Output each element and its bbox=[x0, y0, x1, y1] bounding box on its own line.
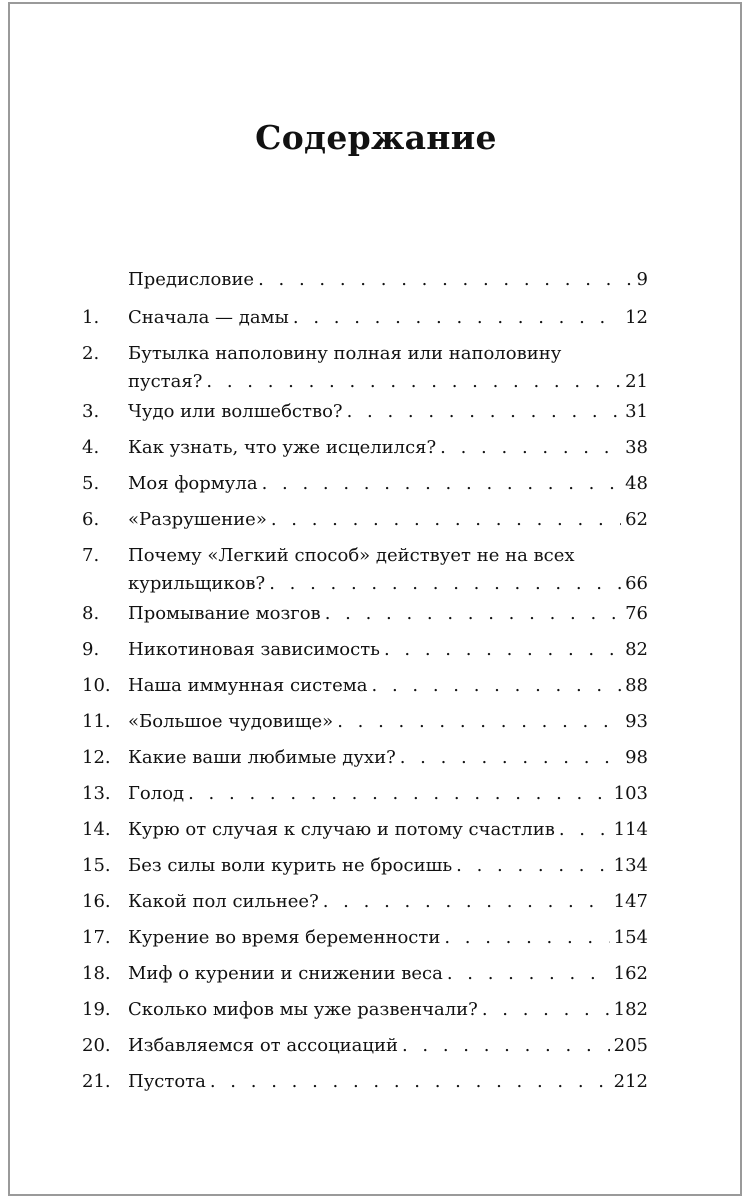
toc-entry-page-number: 205 bbox=[613, 1035, 648, 1056]
toc-entry-number: 5. bbox=[82, 473, 100, 494]
dot-leader bbox=[482, 996, 610, 1024]
toc-entry-page-number: 114 bbox=[613, 819, 648, 840]
dot-leader bbox=[559, 816, 610, 844]
toc-entry-number: 18. bbox=[82, 963, 111, 984]
toc-entry-number: 2. bbox=[82, 343, 100, 364]
dot-leader bbox=[269, 570, 621, 598]
toc-entry-title-line: «Большое чудовище» bbox=[128, 711, 334, 732]
dot-leader bbox=[325, 600, 621, 628]
toc-entry bbox=[82, 852, 648, 880]
toc-entry-page-number: 21 bbox=[625, 371, 648, 392]
toc-entry-page-number: 182 bbox=[613, 999, 648, 1020]
toc-entry bbox=[82, 1068, 648, 1096]
dot-leader bbox=[372, 672, 622, 700]
toc-entry-page-number: 93 bbox=[625, 711, 648, 732]
toc-entry-number: 15. bbox=[82, 855, 111, 876]
toc-entry-page-number: 12 bbox=[625, 307, 648, 328]
dot-leader bbox=[347, 398, 622, 426]
toc-entry-number: 8. bbox=[82, 603, 100, 624]
dot-leader bbox=[440, 434, 621, 462]
toc-entry-title-line: Сколько мифов мы уже развенчали? bbox=[128, 999, 478, 1020]
toc-entry-page-number: 162 bbox=[613, 963, 648, 984]
toc-entry-number: 1. bbox=[82, 307, 100, 328]
toc-entry bbox=[82, 780, 648, 808]
toc-entry-title-line: Курю от случая к случаю и потому счастлив bbox=[128, 819, 555, 840]
toc-entry-title-line: Наша иммунная система bbox=[128, 675, 368, 696]
toc-entry-page-number: 103 bbox=[613, 783, 648, 804]
toc-entry-number: 3. bbox=[82, 401, 100, 422]
toc-entry-title-line: Чудо или волшебство? bbox=[128, 401, 343, 422]
dot-leader bbox=[444, 924, 609, 952]
toc-entry-number: 20. bbox=[82, 1035, 111, 1056]
toc-entry-page-number: 9 bbox=[636, 269, 648, 290]
toc-entry-number: 6. bbox=[82, 509, 100, 530]
toc-entry-number: 7. bbox=[82, 545, 100, 566]
dot-leader bbox=[337, 708, 621, 736]
dot-leader bbox=[400, 744, 621, 772]
toc-entry-page-number: 31 bbox=[625, 401, 648, 422]
toc-entry-title-line: Сначала — дамы bbox=[128, 307, 289, 328]
toc-entry-title-line: Голод bbox=[128, 783, 185, 804]
toc-entry-title-line: Курение во время беременности bbox=[128, 927, 441, 948]
toc-entry-page-number: 48 bbox=[625, 473, 648, 494]
toc-entry-title-line: Какие ваши любимые духи? bbox=[128, 747, 396, 768]
dot-leader bbox=[206, 368, 621, 396]
dot-leader bbox=[271, 506, 621, 534]
toc-entry-title-line: Почему «Легкий способ» действует не на всех bbox=[128, 545, 575, 566]
toc-entry-title-line: пустая? bbox=[128, 371, 203, 392]
toc-entry-number: 16. bbox=[82, 891, 111, 912]
toc-entry-title-line: Миф о курении и снижении веса bbox=[128, 963, 443, 984]
toc-entry-page-number: 134 bbox=[613, 855, 648, 876]
dot-leader bbox=[262, 470, 622, 498]
toc-entry bbox=[82, 960, 648, 988]
toc-entry-number: 9. bbox=[82, 639, 100, 660]
toc-entry-number: 19. bbox=[82, 999, 111, 1020]
toc-entry-page-number: 98 bbox=[625, 747, 648, 768]
toc-entry-title-line: Промывание мозгов bbox=[128, 603, 321, 624]
page-title: Содержание bbox=[255, 118, 497, 157]
toc-entry-number: 10. bbox=[82, 675, 111, 696]
toc-entry-title-line: «Разрушение» bbox=[128, 509, 267, 530]
toc-entry-title-line: Никотиновая зависимость bbox=[128, 639, 380, 660]
toc-entry-title-line: Какой пол сильнее? bbox=[128, 891, 319, 912]
toc-entry bbox=[82, 708, 648, 736]
toc-entry bbox=[82, 506, 648, 534]
toc-entry-title-line: Бутылка наполовину полная или наполовину bbox=[128, 343, 562, 364]
toc-entry bbox=[82, 924, 648, 952]
toc-entry bbox=[82, 340, 648, 396]
toc-entry-page-number: 147 bbox=[613, 891, 648, 912]
toc-entry-title-line: Предисловие bbox=[128, 269, 255, 290]
toc-entry-title-line: Избавляемся от ассоциаций bbox=[128, 1035, 398, 1056]
toc-entry bbox=[82, 816, 648, 844]
toc-entry-page-number: 62 bbox=[625, 509, 648, 530]
toc-entry bbox=[82, 266, 648, 294]
dot-leader bbox=[210, 1068, 610, 1096]
dot-leader bbox=[258, 266, 632, 294]
dot-leader bbox=[402, 1032, 610, 1060]
dot-leader bbox=[456, 852, 610, 880]
toc-entry-number: 14. bbox=[82, 819, 111, 840]
toc-entry-page-number: 82 bbox=[625, 639, 648, 660]
toc-entry bbox=[82, 996, 648, 1024]
toc-entry-number: 17. bbox=[82, 927, 111, 948]
toc-entry-page-number: 66 bbox=[625, 573, 648, 594]
dot-leader bbox=[447, 960, 610, 988]
toc-entry-number: 13. bbox=[82, 783, 111, 804]
toc-entry-number: 4. bbox=[82, 437, 100, 458]
toc-entry-number: 11. bbox=[82, 711, 111, 732]
dot-leader bbox=[384, 636, 621, 664]
toc-entry bbox=[82, 470, 648, 498]
toc-entry bbox=[82, 542, 648, 598]
toc-entry-title-line: Как узнать, что уже исцелился? bbox=[128, 437, 437, 458]
toc-entry bbox=[82, 434, 648, 462]
toc-entry bbox=[82, 888, 648, 916]
toc-entry-title-line: Моя формула bbox=[128, 473, 258, 494]
toc-entry-page-number: 88 bbox=[625, 675, 648, 696]
toc-entry bbox=[82, 672, 648, 700]
toc-entry-title-line: Пустота bbox=[128, 1071, 206, 1092]
toc-entry-page-number: 154 bbox=[613, 927, 648, 948]
toc-entry-number: 12. bbox=[82, 747, 111, 768]
toc-entry bbox=[82, 304, 648, 332]
dot-leader bbox=[293, 304, 621, 332]
toc-entry-page-number: 38 bbox=[625, 437, 648, 458]
dot-leader bbox=[323, 888, 610, 916]
toc-entry-title-line: курильщиков? bbox=[128, 573, 266, 594]
dot-leader bbox=[188, 780, 610, 808]
toc-entry bbox=[82, 600, 648, 628]
toc-entry-title-line: Без силы воли курить не бросишь bbox=[128, 855, 453, 876]
toc-entry bbox=[82, 398, 648, 426]
toc-entry bbox=[82, 1032, 648, 1060]
toc-entry-page-number: 76 bbox=[625, 603, 648, 624]
toc-entry-page-number: 212 bbox=[613, 1071, 648, 1092]
toc-entry-number: 21. bbox=[82, 1071, 111, 1092]
toc-entry bbox=[82, 636, 648, 664]
toc-entry bbox=[82, 744, 648, 772]
